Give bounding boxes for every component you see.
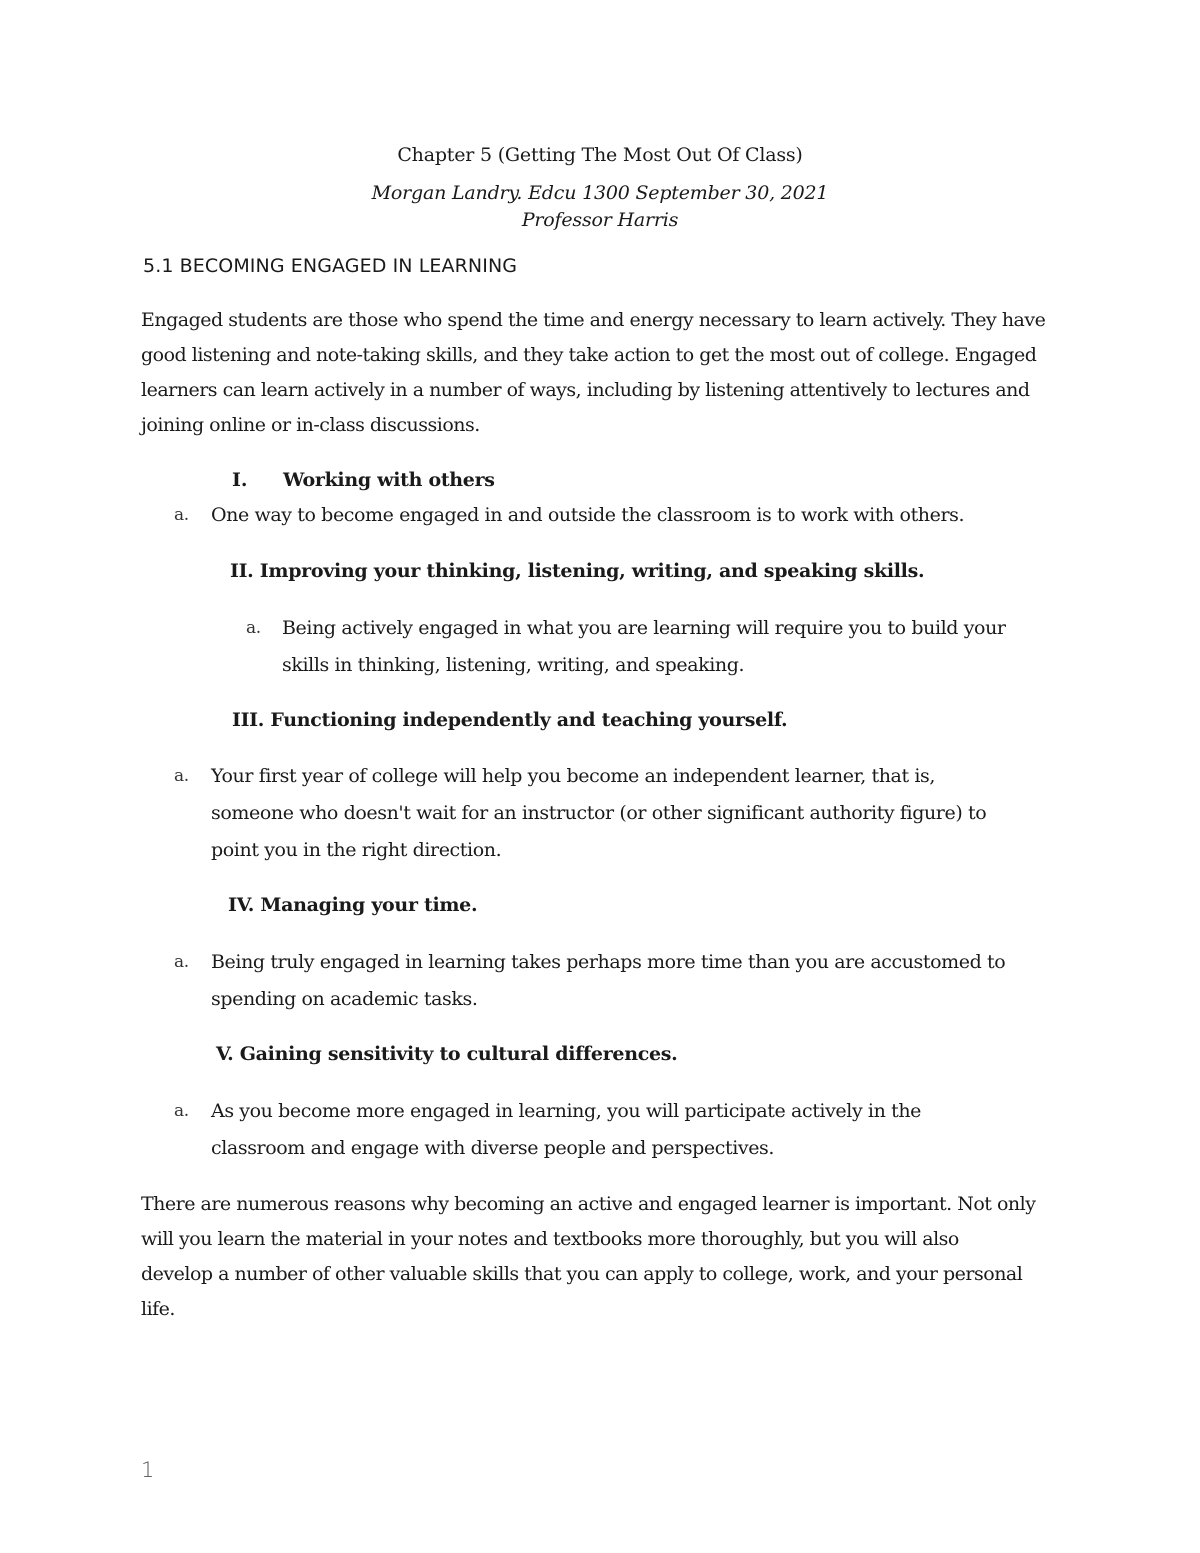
outline-heading-4: IV. Managing your time.	[228, 894, 478, 916]
outline-item-2	[246, 610, 1006, 684]
page-number: 1	[141, 1458, 155, 1482]
item-line: Your first year of college will help you become an independent learner, that is,	[211, 765, 936, 787]
outline-item-5	[174, 1093, 921, 1167]
outline-heading-2: II. Improving your thinking, listening, writing, and speaking skills.	[230, 560, 925, 582]
outline-item-4	[174, 944, 1006, 1018]
intro-line: learners can learn actively in a number of ways, including by listening attentively to lectures and	[141, 379, 1030, 401]
outline-heading-3: III. Functioning independently and teaching yourself.	[232, 709, 788, 731]
outline-numeral: I.	[232, 469, 248, 491]
closing-paragraph	[141, 1187, 1061, 1327]
intro-line: Engaged students are those who spend the time and energy necessary to learn actively. They have	[141, 309, 1046, 331]
item-line: classroom and engage with diverse people and perspectives.	[211, 1137, 775, 1159]
closing-line: There are numerous reasons why becoming an active and engaged learner is important. Not only	[141, 1193, 1036, 1215]
item-line: As you become more engaged in learning, you will participate actively in the	[211, 1100, 921, 1122]
item-line: someone who doesn't wait for an instructor (or other significant authority figure) to	[211, 802, 987, 824]
item-line: Being truly engaged in learning takes perhaps more time than you are accustomed to	[211, 951, 1006, 973]
closing-line: will you learn the material in your notes and textbooks more thoroughly, but you will also	[141, 1228, 959, 1250]
item-marker: a.	[174, 505, 189, 525]
item-marker: a.	[174, 766, 189, 786]
item-marker: a.	[174, 952, 189, 972]
author-byline: Morgan Landry. Edcu 1300 September 30, 2021	[371, 182, 829, 204]
item-line: Being actively engaged in what you are learning will require you to build your	[282, 617, 1006, 639]
item-marker: a.	[246, 618, 261, 638]
outline-item-1	[174, 497, 965, 534]
intro-line: good listening and note-taking skills, and they take action to get the most out of college. Engaged	[141, 344, 1037, 366]
professor-name: Professor Harris	[521, 209, 679, 231]
outline-heading-1: Working with others	[283, 469, 495, 491]
item-line: skills in thinking, listening, writing, and speaking.	[282, 654, 745, 676]
closing-line: life.	[141, 1298, 175, 1320]
closing-line: develop a number of other valuable skills that you can apply to college, work, and your personal	[141, 1263, 1023, 1285]
item-line: One way to become engaged in and outside the classroom is to work with others.	[211, 504, 965, 526]
item-marker: a.	[174, 1101, 189, 1121]
item-line: point you in the right direction.	[211, 839, 502, 861]
outline-item-3	[174, 758, 987, 869]
section-heading: 5.1 BECOMING ENGAGED IN LEARNING	[143, 255, 518, 277]
document-title: Chapter 5 (Getting The Most Out Of Class)	[397, 144, 803, 166]
item-line: spending on academic tasks.	[211, 988, 478, 1010]
intro-line: joining online or in-class discussions.	[141, 414, 480, 436]
outline-heading-5: V. Gaining sensitivity to cultural differences.	[216, 1043, 678, 1065]
intro-paragraph	[141, 303, 1061, 443]
